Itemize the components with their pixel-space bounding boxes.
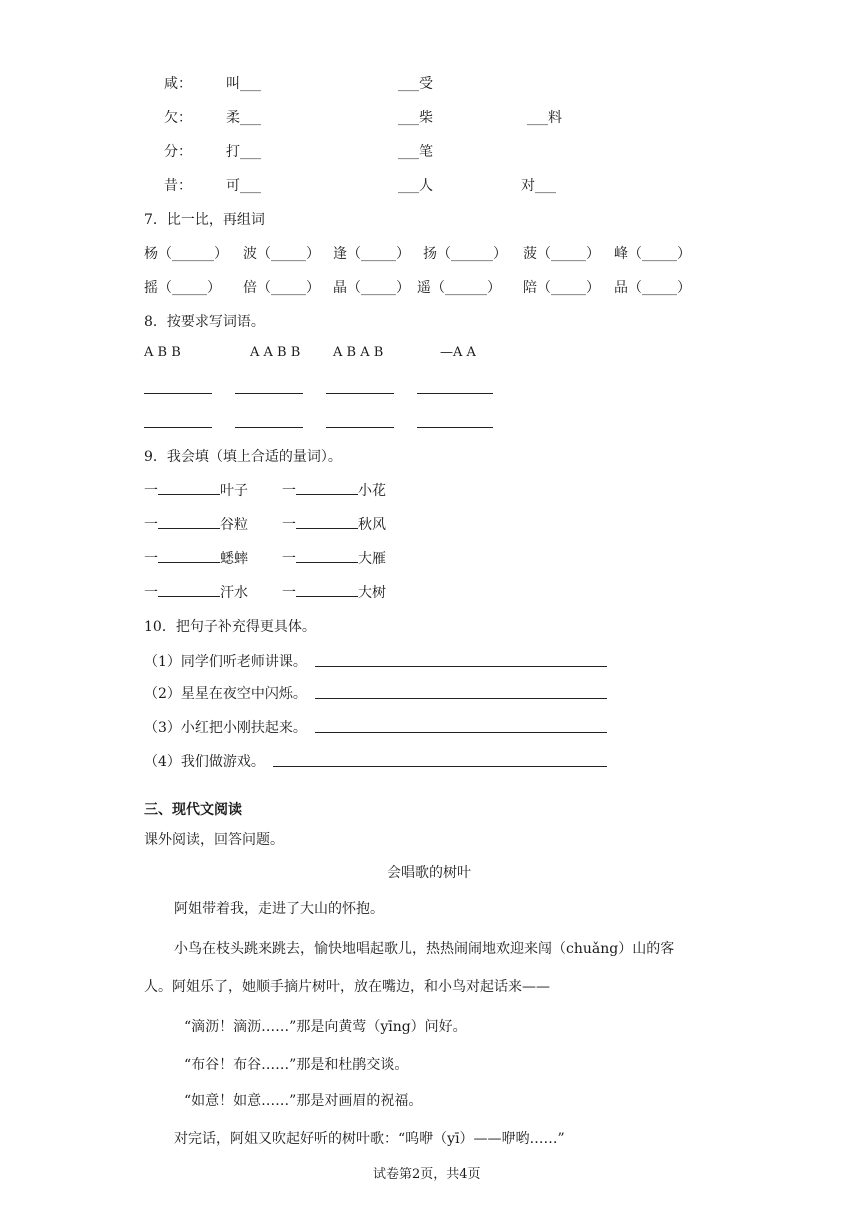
q8-pattern-abb: A B B <box>144 345 181 360</box>
q6-row-3-word1: 打___ <box>226 144 261 160</box>
q7-row2-item1: 摇（_____） <box>144 280 221 296</box>
q6-row-2-word1: 柔___ <box>226 110 261 126</box>
q6-row-4-word3: 对___ <box>521 178 556 194</box>
q10-title: 10．把句子补充得更具体。 <box>144 619 316 635</box>
q7-row2-item3: 晶（_____） <box>333 280 410 296</box>
q9-noun: 秋风 <box>358 517 386 533</box>
q8-pattern-abab: A B A B <box>333 345 384 360</box>
q8-answer-line[interactable] <box>144 427 212 428</box>
q9-blank[interactable] <box>296 548 358 563</box>
q9-item <box>144 582 248 602</box>
q9-blank[interactable] <box>158 480 220 495</box>
page-footer: 试卷第2页，共4页 <box>373 1167 481 1182</box>
q7-row2-item6: 品（_____） <box>614 280 691 296</box>
q9-noun: 叶子 <box>220 483 248 499</box>
q10-item-3: （3）小红把小刚扶起来。 <box>144 720 307 736</box>
q9-item <box>282 480 386 500</box>
q7-row1-item3: 逢（_____） <box>333 246 410 262</box>
q9-prefix: 一 <box>144 585 158 601</box>
q7-title: 7．比一比，再组词 <box>144 212 265 228</box>
q6-row-1-label: 咸： <box>164 76 192 92</box>
q7-row2-item5: 陪（_____） <box>523 280 600 296</box>
q9-blank[interactable] <box>296 582 358 597</box>
section-heading: 三、现代文阅读 <box>144 802 242 818</box>
q8-answer-line[interactable] <box>144 393 212 394</box>
q9-noun: 汗水 <box>220 585 248 601</box>
passage-paragraph: 小鸟在枝头跳来跳去，愉快地唱起歌儿，热热闹闹地欢迎来闯（chuǎng）山的客 <box>174 941 675 957</box>
q9-prefix: 一 <box>282 517 296 533</box>
q9-blank[interactable] <box>158 548 220 563</box>
q9-blank[interactable] <box>158 514 220 529</box>
q9-title: 9．我会填（填上合适的量词）。 <box>144 449 342 465</box>
q9-noun: 大树 <box>358 585 386 601</box>
q9-item <box>282 548 386 568</box>
q9-prefix: 一 <box>144 517 158 533</box>
q10-item-2: （2）星星在夜空中闪烁。 <box>144 686 307 702</box>
passage-paragraph: 阿姐带着我，走进了大山的怀抱。 <box>174 901 384 917</box>
passage-paragraph: 人。阿姐乐了，她顺手摘片树叶，放在嘴边，和小鸟对起话来—— <box>144 979 550 995</box>
passage-paragraph: 对完话，阿姐又吹起好听的树叶歌：“呜咿（yī）——咿哟……” <box>174 1131 565 1147</box>
passage-paragraph: “滴沥！滴沥……”那是向黄莺（yīng）问好。 <box>184 1019 467 1035</box>
q8-pattern-aabb: A A B B <box>250 345 301 360</box>
q6-row-4-word2: ___人 <box>398 178 433 194</box>
q10-answer-line[interactable] <box>315 666 607 667</box>
passage-paragraph: “如意！如意……”那是对画眉的祝福。 <box>184 1093 423 1109</box>
q9-item <box>282 582 386 602</box>
q6-row-2-word3: ___料 <box>527 110 562 126</box>
passage-title: 会唱歌的树叶 <box>387 865 471 881</box>
q7-row1-item4: 扬（______） <box>423 246 507 262</box>
q10-answer-line[interactable] <box>315 698 607 699</box>
q9-item <box>282 514 386 534</box>
q8-answer-line[interactable] <box>235 393 303 394</box>
q7-row2-item2: 倍（_____） <box>243 280 320 296</box>
q8-answer-line[interactable] <box>417 393 493 394</box>
q6-row-1-word1: 叫___ <box>226 76 261 92</box>
q9-prefix: 一 <box>282 551 296 567</box>
q6-row-3-word2: ___笔 <box>398 144 433 160</box>
passage-paragraph: “布谷！布谷……”那是和杜鹃交谈。 <box>184 1057 409 1073</box>
q9-blank[interactable] <box>296 480 358 495</box>
q9-item <box>144 480 248 500</box>
q8-title: 8．按要求写词语。 <box>144 314 265 330</box>
q9-prefix: 一 <box>144 551 158 567</box>
q9-prefix: 一 <box>282 585 296 601</box>
q10-item-1: （1）同学们听老师讲课。 <box>144 654 307 670</box>
q9-blank[interactable] <box>158 582 220 597</box>
q9-noun: 谷粒 <box>220 517 248 533</box>
q7-row1-item2: 波（_____） <box>243 246 320 262</box>
q6-row-4-label: 昔： <box>164 178 192 194</box>
q9-item <box>144 514 248 534</box>
q7-row1-item5: 菠（_____） <box>523 246 600 262</box>
q9-noun: 小花 <box>358 483 386 499</box>
q6-row-1-word2: ___受 <box>398 76 433 92</box>
q9-noun: 蟋蟀 <box>220 551 248 567</box>
q6-row-4-word1: 可___ <box>226 178 261 194</box>
q9-noun: 大雁 <box>358 551 386 567</box>
q10-item-4: （4）我们做游戏。 <box>144 754 265 770</box>
section-intro: 课外阅读，回答问题。 <box>144 832 284 848</box>
q9-item <box>144 548 248 568</box>
q8-answer-line[interactable] <box>326 393 394 394</box>
q7-row2-item4: 遥（______） <box>417 280 501 296</box>
q6-row-2-label: 欠： <box>164 110 192 126</box>
q10-answer-line[interactable] <box>315 732 607 733</box>
q7-row1-item6: 峰（_____） <box>614 246 691 262</box>
q10-answer-line[interactable] <box>273 766 607 767</box>
q8-answer-line[interactable] <box>326 427 394 428</box>
q6-row-3-label: 分： <box>164 144 192 160</box>
q9-prefix: 一 <box>144 483 158 499</box>
q6-row-2-word2: ___柴 <box>398 110 433 126</box>
q8-answer-line[interactable] <box>417 427 493 428</box>
q8-answer-line[interactable] <box>235 427 303 428</box>
q9-blank[interactable] <box>296 514 358 529</box>
q9-prefix: 一 <box>282 483 296 499</box>
q8-pattern-aa: —A A <box>440 345 476 360</box>
q7-row1-item1: 杨（______） <box>144 246 228 262</box>
